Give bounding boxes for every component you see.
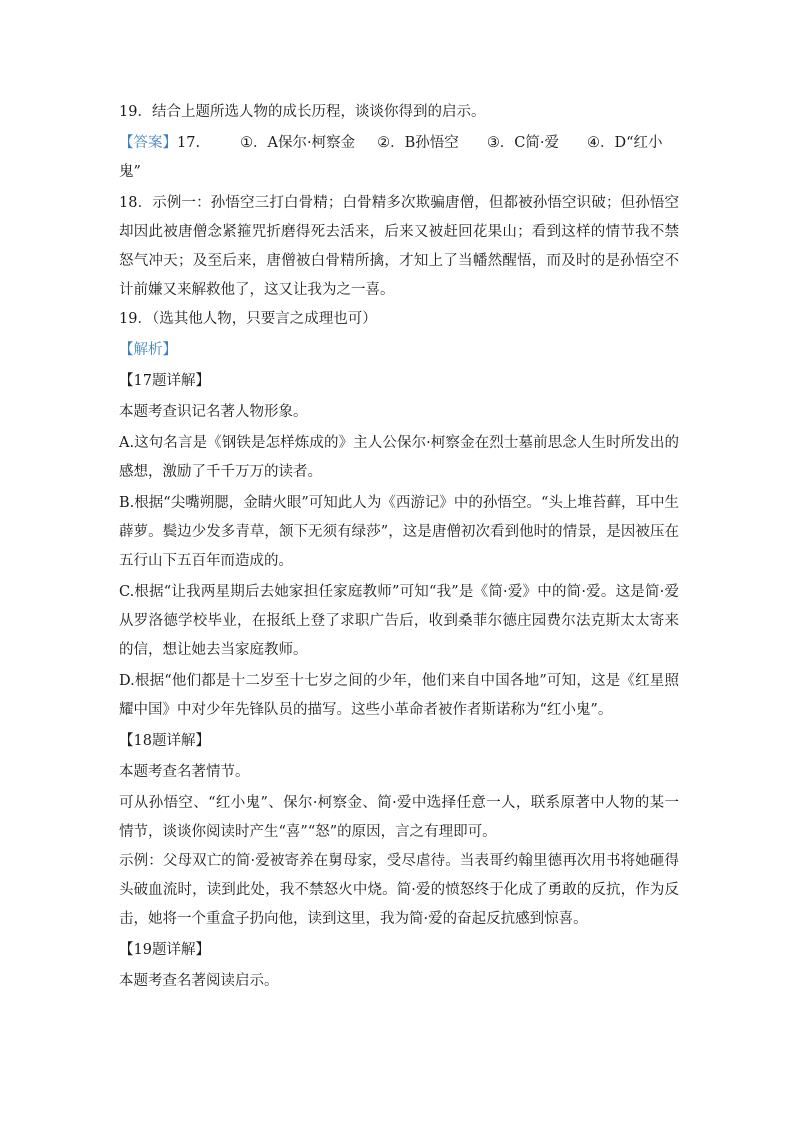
answer-17-line [119, 129, 679, 158]
detail-18-title: 【18题详解】 [119, 733, 210, 749]
analysis-label: 【解析】 [119, 342, 177, 358]
answer-18: 18．示例一：孙悟空三打白骨精；白骨精多次欺骗唐僧，但都被孙悟空识破；但孙悟空却因此被唐僧念紧箍咒折磨得死去活来，后来又被赶回花果山；看到这样的情节我不禁怒气冲天；及至后来，唐僧被白骨精所擒，才知上了当幡然醒悟，而及时的是孙悟空不计前嫌又来解救他了，这又让我为之一喜。 [119, 195, 679, 298]
analysis-tag [119, 336, 679, 365]
detail-19-title: 【19题详解】 [119, 942, 210, 958]
detail-18-body: 可从孙悟空、“红小鬼”、保尔·柯察金、简·爱中选择任意一人，联系原著中人物的某一情节，谈谈你阅读时产生“喜”“怒”的原因，言之有理即可。 [119, 795, 679, 840]
answer-17-option: ③．C简·爱 [486, 135, 560, 151]
answer-tag: 【答案】 [119, 135, 177, 151]
detail-18-example: 示例：父母双亡的简·爱被寄养在舅母家，受尽虐待。当表哥约翰里德再次用书将她砸得头破血流时，读到此处，我不禁怒火中烧。简·爱的愤怒终于化成了勇敢的反抗，作为反击，她将一个重盒子扔向他，读到这里，我为简·爱的奋起反抗感到惊喜。 [119, 853, 679, 927]
detail-17-option-d: D.根据“他们都是十二岁至十七岁之间的少年，他们来自中国各地”可知，这是《红星照耀中国》中对少年先锋队员的描写。这些小革命者被作者斯诺称为“红小鬼”。 [119, 673, 679, 718]
answer-19: 19．（选其他人物，只要言之成理也可） [119, 311, 377, 327]
answer-17-option: ①．A保尔·柯察金 [240, 135, 356, 151]
detail-17-option-c: C.根据“让我两星期后去她家担任家庭教师”可知“我”是《简·爱》中的简·爱。这是简·爱从罗洛德学校毕业，在报纸上登了求职广告后，收到桑菲尔德庄园费尔法克斯太太寄来的信，想让她去当家庭教师。 [119, 584, 679, 658]
detail-18-intro: 本题考查名著情节。 [119, 764, 250, 780]
answer-17-continuation: 鬼” [119, 164, 141, 180]
detail-17-option-b: B.根据“尖嘴朔腮，金睛火眼”可知此人为《西游记》中的孙悟空。“头上堆苔藓，耳中生薜萝。鬓边少发多青草，颔下无须有绿莎”，这是唐僧初次看到他时的情景，是因被压在五行山下五百年而造成的。 [119, 495, 679, 569]
answer-17-option: ②．B孙悟空 [377, 135, 459, 151]
document-page [119, 98, 679, 996]
detail-17-title: 【17题详解】 [119, 373, 210, 389]
detail-17-intro: 本题考查识记名著人物形象。 [119, 404, 308, 420]
answer-17-number: 17. [177, 135, 201, 151]
detail-17-option-a: A.这句名言是《钢铁是怎样炼成的》主人公保尔·柯察金在烈士墓前思念人生时所发出的感想，激励了千千万万的读者。 [119, 435, 679, 480]
answer-17-option: ④．D“红小 [587, 135, 663, 151]
detail-19-intro: 本题考查名著阅读启示。 [119, 973, 279, 989]
question-19: 19．结合上题所选人物的成长历程，谈谈你得到的启示。 [119, 104, 486, 120]
